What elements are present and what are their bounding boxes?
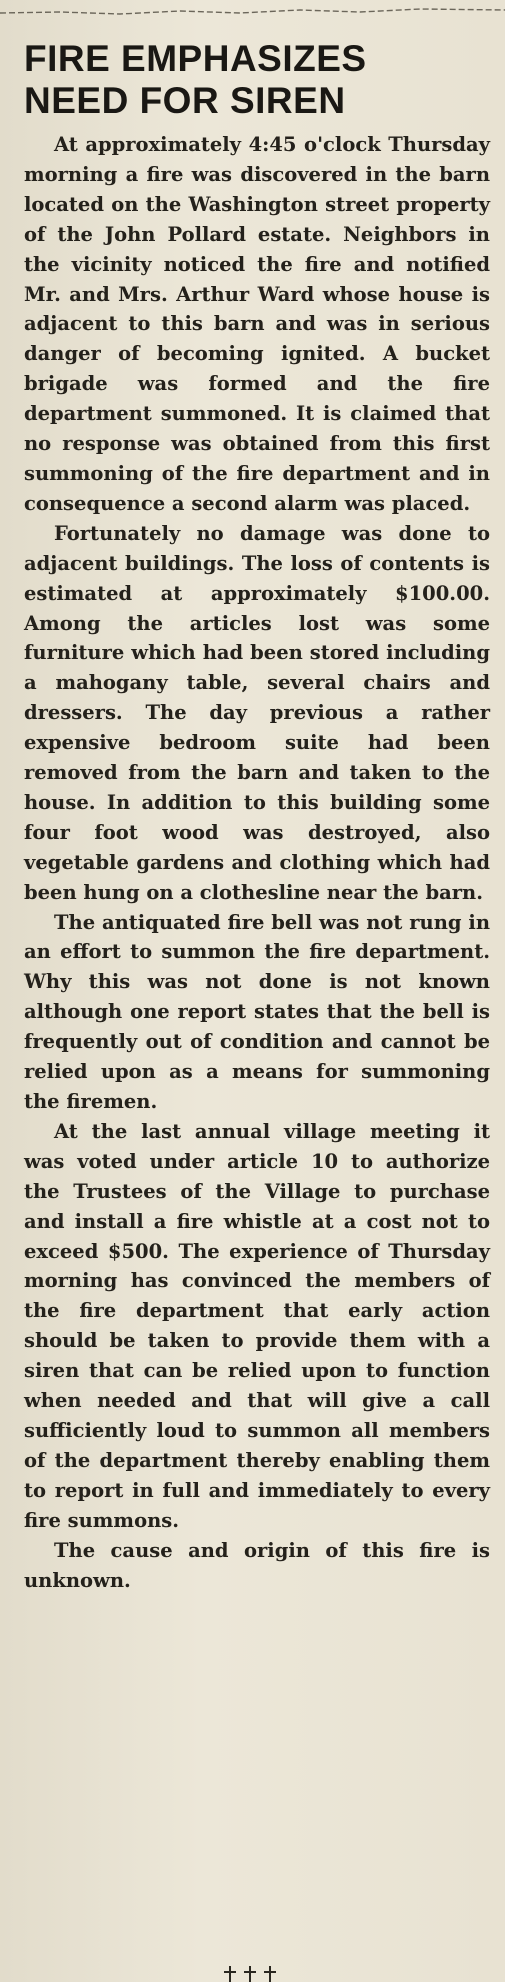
end-of-article-mark bbox=[210, 1962, 290, 1982]
article-paragraph-2: Fortunately no damage was done to adjacent buildings. The loss of contents is estimated at approximately $100.00. Among the articles lost was some furniture which had been stored including a mahogany table, several chairs and dressers. The day previous a rather expensive bedroom suite had been removed from the barn and taken to the house. In addition to this building some four foot wood was destroyed, also vegetable gardens and clothing which had been hung on a clothesline near the barn. bbox=[24, 521, 490, 904]
column-rule-top bbox=[0, 4, 505, 18]
article-paragraph-5: The cause and origin of this fire is unknown. bbox=[24, 1538, 490, 1592]
article-body bbox=[24, 130, 490, 1595]
headline-line-2: NEED FOR SIREN bbox=[24, 80, 346, 121]
headline-line-1: FIRE EMPHASIZES bbox=[24, 38, 367, 79]
article-headline bbox=[24, 38, 494, 122]
article-paragraph-4: At the last annual village meeting it was voted under article 10 to authorize the Trustees of the Village to purchase and install a fire whistle at a cost not to exceed $500. The experience of Thursday morning has convinced the members of the fire department that early action should be taken to provide them with a siren that can be relied upon to function when needed and that will give a call sufficiently loud to summon all members of the department thereby enabling them to report in full and immediately to every fire summons. bbox=[24, 1119, 490, 1532]
article-paragraph-3: The antiquated fire bell was not rung in an effort to summon the fire department. Why this was not done is not known although one report states that the bell is frequently out of condition and cannot be relied upon as a means for summoning the firemen. bbox=[24, 910, 490, 1113]
article-paragraph-1: At approximately 4:45 o'clock Thursday morning a fire was discovered in the barn located on the Washington street property of the John Pollard estate. Neighbors in the vicinity noticed the fire and notified Mr. and Mrs. Arthur Ward whose house is adjacent to this barn and was in serious danger of becoming ignited. A bucket brigade was formed and the fire department summoned. It is claimed that no response was obtained from this first summoning of the fire department and in consequence a second alarm was placed. bbox=[24, 133, 490, 515]
